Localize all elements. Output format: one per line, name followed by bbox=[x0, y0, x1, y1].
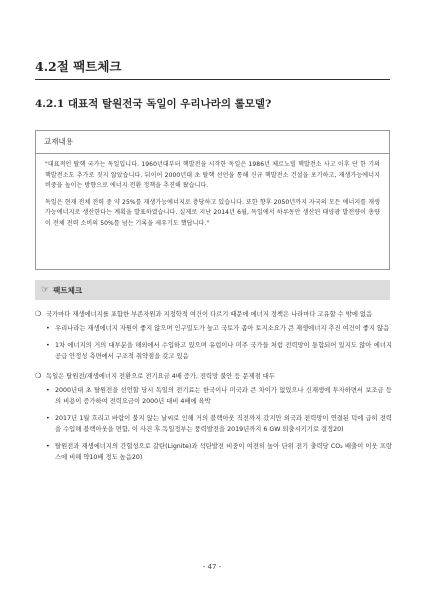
circle-bullet-icon: ❍ bbox=[35, 310, 42, 318]
quote-box-body bbox=[36, 154, 389, 229]
dot-bullet-icon: • bbox=[46, 342, 50, 349]
circle-bullet-icon: ❍ bbox=[35, 372, 42, 380]
fact-subitem bbox=[46, 413, 392, 435]
dot-bullet-icon: • bbox=[46, 325, 50, 332]
quote-paragraph: 독일은 현재 전체 전력 중 약 25%를 재생가능에너지로 충당하고 있습니다. 또한 향후 2050년까지 자국의 모든 에너지를 재생가능에너지로 생산한다는 계획을 발표하였습니다. 실제로 지난 2014년 6월, 독일에서 하루동안 생산된 태양광 발전량이 총량이 전체 전력 소비의 50%를 넘는 기록을 세우기도 했답니다." bbox=[45, 198, 380, 227]
textbook-quote-box bbox=[35, 130, 390, 270]
section-title: 4.2절 팩트체크 bbox=[35, 57, 390, 80]
quote-box-header: 교재내용 bbox=[36, 131, 389, 154]
fact-subitem bbox=[46, 340, 392, 362]
pointing-hand-icon: ☞ bbox=[41, 285, 50, 295]
page-number: - 47 - bbox=[202, 563, 222, 571]
fact-subitem-text: 탈원전과 재생에너지의 간헐성으로 갈탄(Lignite)과 석탄발전 비중이 여전히 높아 단위 전기 출력당 CO₂ 배출이 이웃 프랑스에 비해 약10배 정도 높음20) bbox=[55, 443, 392, 461]
fact-check-label: 팩트체크 bbox=[53, 285, 83, 295]
fact-subitem bbox=[46, 441, 392, 463]
fact-check-content bbox=[35, 309, 392, 463]
fact-subitem-text: 우리나라는 재생에너지 자원이 좋지 않으며 인구밀도가 높고 국토가 좁아 토지소요가 큰 재생에너지 추진 여건이 좋지 않음 bbox=[55, 325, 390, 332]
fact-item-text: 국가마다 재생에너지를 포함한 부존자원과 지정학적 여건이 다르기 때문에 에너지 정책은 나라마다 고유할 수 밖에 없음 bbox=[46, 311, 373, 318]
dot-bullet-icon: • bbox=[46, 443, 50, 450]
fact-subitem bbox=[46, 323, 392, 334]
fact-item bbox=[35, 309, 392, 320]
quote-paragraph: "대표적인 탈핵 국가는 독일입니다. 1960년대부터 핵발전을 시작한 독일은 1986년 체르노빌 핵발전소 사고 이후 단 한 기의 핵발전소도 추가로 짓지 않았습니다. 뒤이어 2000년대 초 탈핵 선언을 통해 신규 핵발전소 건설을 포기하고, 재생가능에너지 비중을 높이는 방향으로 에너지 전환 정책을 추진해 왔습니다. bbox=[45, 161, 380, 189]
subsection-title: 4.2.1 대표적 탈원전국 독일이 우리나라의 롤모델? bbox=[35, 98, 272, 110]
fact-subitem-text: 2017년 1월 흐리고 바람이 불지 않는 날씨로 인해 거의 블랙아웃 직전까지 갔지만 외국과 전력망이 연결된 덕에 급히 전력을 수입해 블랙아웃을 면함, 이 사건 후 독일정부는 풍력발전을 2019년까지 6 GW 퇴출시키기로 결정20) bbox=[55, 415, 392, 433]
fact-subitem-text: 1차 에너지의 거의 대부분을 해외에서 수입하고 있으며 유럽이나 미주 국가들 처럼 전력망이 통합되어 있지도 않아 에너지 공급 안정성 측면에서 구조적 취약점을 갖고 있음 bbox=[55, 342, 392, 360]
fact-subitem bbox=[46, 385, 392, 407]
fact-check-bar bbox=[35, 280, 390, 300]
fact-item-text: 독일은 탈원전/재생에너지 전환으로 전기요금 4배 증가, 전력망 불안 등 문제점 대두 bbox=[46, 373, 275, 380]
fact-item bbox=[35, 371, 392, 382]
dot-bullet-icon: • bbox=[46, 387, 50, 394]
dot-bullet-icon: • bbox=[46, 415, 50, 422]
fact-subitem-text: 2000년대 초 탈원전을 선언할 당시 독일의 전기료는 한국이나 미국과 큰 차이가 없었으나 신재생에 투자하면서 보조금 등의 비용이 증가하여 전력요금이 2000년 대비 4배에 육박 bbox=[55, 387, 392, 405]
